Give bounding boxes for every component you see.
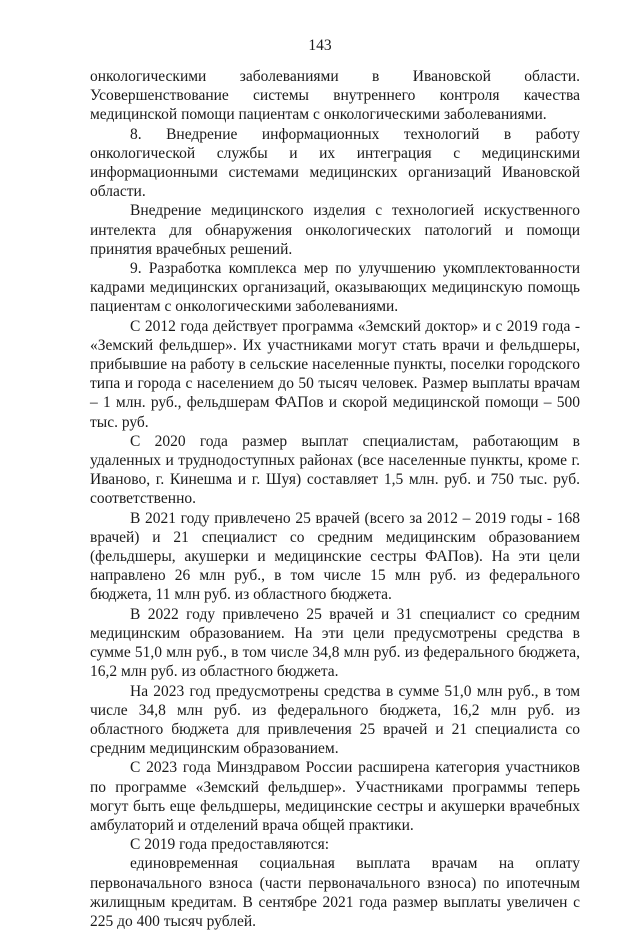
- paragraph: С 2019 года предоставляются:: [130, 836, 330, 854]
- paragraph: В 2022 году привлечено 25 врачей и 31 специалист со средним медицинским образованием. На эти цели предусмотрены средства в сумме 51,0 млн руб., в том числе 34,8 млн руб. из федерального бюджета, 16,2 млн руб. из областного бюджета.: [90, 605, 580, 681]
- paragraph: онкологическими заболеваниями в Ивановской области. Усовершенствование системы внутреннего контроля качества медицинской помощи пациентам с онкологическими заболеваниями.: [90, 68, 580, 124]
- paragraph: 9. Разработка комплекса мер по улучшению укомплектованности кадрами медицинских организаций, оказывающих медицинскую помощь пациентам с онкологическими заболеваниями.: [90, 260, 580, 316]
- paragraph: На 2023 год предусмотрены средства в сумме 51,0 млн руб., в том числе 34,8 млн руб. из федерального бюджета, 16,2 млн руб. из областного бюджета для привлечения 25 врачей и 21 специалиста со средним медицинским образованием.: [90, 682, 580, 758]
- document-body: [90, 67, 580, 931]
- paragraph: В 2021 году привлечено 25 врачей (всего за 2012 – 2019 годы - 168 врачей) и 21 специалист со средним медицинским образованием (фельдшеры, акушерки и медицинские сестры ФАПов). На эти цели направлено 26 млн руб., в том числе 15 млн руб. из федерального бюджета, 11 млн руб. из областного бюджета.: [90, 509, 580, 604]
- paragraph: Внедрение медицинского изделия с технологией искуственного интелекта для обнаружения онкологических патологий и помощи принятия врачебных решений.: [90, 202, 580, 258]
- page-number: 143: [308, 37, 332, 54]
- paragraph: 8. Внедрение информационных технологий в работу онкологической службы и их интеграция с медицинскими информационными системами медицинских организаций Ивановской области.: [90, 125, 580, 201]
- paragraph: С 2020 года размер выплат специалистам, работающим в удаленных и труднодоступных районах (все населенные пункты, кроме г. Иваново, г. Кинешма и г. Шуя) составляет 1,5 млн. руб. и 750 тыс. руб. соответственно.: [90, 432, 580, 508]
- paragraph: единовременная социальная выплата врачам на оплату первоначального взноса (части первоначального взноса) по ипотечным жилищным кредитам. В сентябре 2021 года размер выплаты увеличен с 225 до 400 тысяч рублей.: [90, 855, 580, 930]
- paragraph: С 2012 года действует программа «Земский доктор» и с 2019 года - «Земский фельдшер». Их участниками могут стать врачи и фельдшеры, прибывшие на работу в сельские населенные пункты, поселки городского типа и города с населением до 50 тысяч человек. Размер выплаты врачам – 1 млн. руб., фельдшерам ФАПов и скорой медицинской помощи – 500 тыс. руб.: [90, 317, 580, 431]
- paragraph: С 2023 года Минздравом России расширена категория участников по программе «Земский фельдшер». Участниками программы теперь могут быть еще фельдшеры, медицинские сестры и акушерки врачебных амбулаторий и отделений врача общей практики.: [90, 759, 580, 834]
